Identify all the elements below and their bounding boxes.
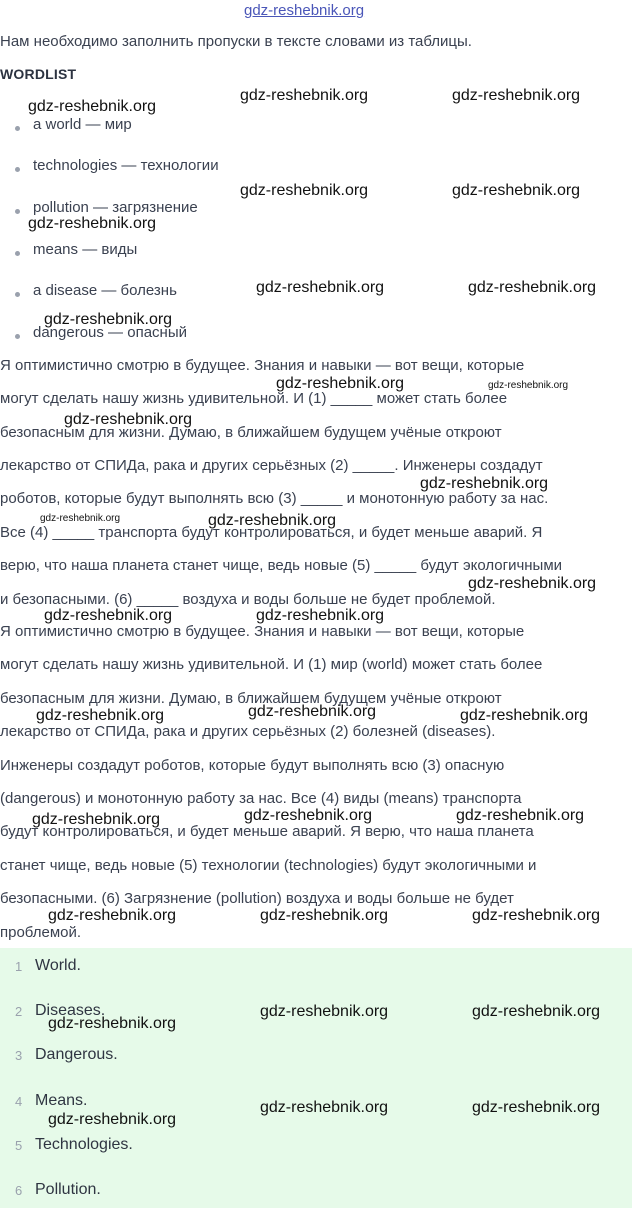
answer-item: Dangerous. <box>35 1046 118 1063</box>
answer-text-line: будут контролироваться, и будет меньше аварий. Я верю, что наша планета <box>0 823 534 840</box>
answer-text-line: Я оптимистично смотрю в будущее. Знания и навыки — вот вещи, которые <box>0 623 525 640</box>
answers-block <box>0 948 632 1208</box>
list-bullet <box>15 209 20 214</box>
answer-text-line: безопасным для жизни. Думаю, в ближайшем будущем учёные откроют <box>0 690 502 707</box>
watermark: gdz-reshebnik.org <box>244 807 373 824</box>
watermark: gdz-reshebnik.org <box>276 375 405 392</box>
gap-text-line: роботов, которые будут выполнять всю (3) _____ и монотонную работу за нас. <box>0 490 549 507</box>
watermark: gdz-reshebnik.org <box>256 607 385 624</box>
watermark: gdz-reshebnik.org <box>36 707 165 724</box>
list-bullet <box>15 126 20 131</box>
watermark: gdz-reshebnik.org <box>240 182 369 199</box>
watermark: gdz-reshebnik.org <box>472 907 601 924</box>
answer-text-line: лекарство от СПИДа, рака и других серьёзных (2) болезней (diseases). <box>0 723 496 740</box>
watermark: gdz-reshebnik.org <box>48 907 177 924</box>
answer-text-line: безопасными. (6) Загрязнение (pollution) воздуха и воды больше не будет <box>0 890 514 907</box>
answer-text-line: Инженеры создадут роботов, которые будут выполнять всю (3) опасную <box>0 757 505 774</box>
answer-item: Pollution. <box>35 1181 101 1198</box>
gap-text-line: Все (4) _____ транспорта будут контролироваться, и будет меньше аварий. Я <box>0 524 543 541</box>
watermark: gdz-reshebnik.org <box>208 512 337 529</box>
answer-text-line: станет чище, ведь новые (5) технологии (technologies) будут экологичными и <box>0 857 537 874</box>
watermark: gdz-reshebnik.org <box>48 1111 177 1128</box>
gap-text-line: лекарство от СПИДа, рака и других серьёзных (2) _____. Инженеры создадут <box>0 457 543 474</box>
gap-text-line: и безопасными. (6) _____ воздуха и воды больше не будет проблемой. <box>0 591 496 608</box>
answer-number: 2 <box>15 1004 23 1019</box>
watermark: gdz-reshebnik.org <box>260 1099 389 1116</box>
watermark: gdz-reshebnik.org <box>260 1003 389 1020</box>
watermark: gdz-reshebnik.org <box>44 311 173 328</box>
watermark: gdz-reshebnik.org <box>468 279 597 296</box>
watermark: gdz-reshebnik.org <box>472 1099 601 1116</box>
watermark: gdz-reshebnik.org <box>248 703 377 720</box>
list-bullet <box>15 251 20 256</box>
answer-text-line: проблемой. <box>0 924 82 941</box>
watermark: gdz-reshebnik.org <box>64 411 193 428</box>
watermark: gdz-reshebnik.org <box>256 279 385 296</box>
answer-number: 5 <box>15 1138 23 1153</box>
answer-number: 1 <box>15 959 23 974</box>
answer-item: Technologies. <box>35 1136 133 1153</box>
wordlist-item: pollution — загрязнение <box>33 199 198 216</box>
watermark: gdz-reshebnik.org <box>452 87 581 104</box>
answer-number: 3 <box>15 1048 23 1063</box>
answer-item: Diseases. <box>35 1002 106 1019</box>
task-intro: Нам необходимо заполнить пропуски в тексте словами из таблицы. <box>0 33 472 50</box>
wordlist-title: WORDLIST <box>0 66 77 82</box>
wordlist-item: a disease — болезнь <box>33 282 177 299</box>
list-bullet <box>15 292 20 297</box>
gap-text-line: верю, что наша планета станет чище, ведь новые (5) _____ будут экологичными <box>0 557 563 574</box>
watermark: gdz-reshebnik.org <box>28 215 157 232</box>
wordlist-item: means — виды <box>33 241 138 258</box>
watermark: gdz-reshebnik.org <box>460 707 589 724</box>
answer-item: World. <box>35 957 81 974</box>
answer-number: 4 <box>15 1094 23 1109</box>
answer-text-line: (dangerous) и монотонную работу за нас. Все (4) виды (means) транспорта <box>0 790 522 807</box>
gap-text-line: Я оптимистично смотрю в будущее. Знания и навыки — вот вещи, которые <box>0 357 525 374</box>
answer-text-line: могут сделать нашу жизнь удивительной. И (1) мир (world) может стать более <box>0 656 543 673</box>
watermark: gdz-reshebnik.org <box>28 98 157 115</box>
watermark: gdz-reshebnik.org <box>488 380 569 391</box>
watermark: gdz-reshebnik.org <box>48 1015 177 1032</box>
watermark: gdz-reshebnik.org <box>32 811 161 828</box>
list-bullet <box>15 334 20 339</box>
watermark: gdz-reshebnik.org <box>452 182 581 199</box>
watermark: gdz-reshebnik.org <box>420 475 549 492</box>
watermark: gdz-reshebnik.org <box>240 87 369 104</box>
watermark: gdz-reshebnik.org <box>44 607 173 624</box>
watermark: gdz-reshebnik.org <box>40 513 121 524</box>
watermark: gdz-reshebnik.org <box>456 807 585 824</box>
gap-text-line: могут сделать нашу жизнь удивительной. И (1) _____ может стать более <box>0 390 508 407</box>
list-bullet <box>15 167 20 172</box>
site-header-link[interactable]: gdz-reshebnik.org <box>244 2 365 19</box>
wordlist-item: dangerous — опасный <box>33 324 187 341</box>
gap-text-line: безопасным для жизни. Думаю, в ближайшем будущем учёные откроют <box>0 424 502 441</box>
watermark: gdz-reshebnik.org <box>260 907 389 924</box>
wordlist-item: a world — мир <box>33 116 132 133</box>
answer-number: 6 <box>15 1183 23 1198</box>
watermark: gdz-reshebnik.org <box>472 1003 601 1020</box>
watermark: gdz-reshebnik.org <box>468 575 597 592</box>
answer-item: Means. <box>35 1092 88 1109</box>
wordlist-item: technologies — технологии <box>33 157 219 174</box>
